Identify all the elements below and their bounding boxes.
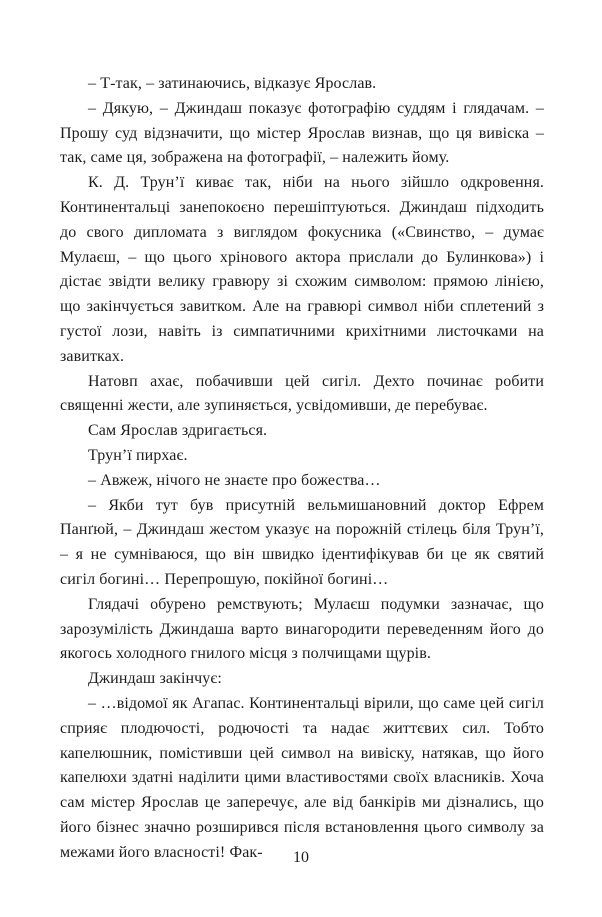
paragraph-8: – Якби тут був присутній вельмишановний доктор Ефрем Панґюй, – Джиндаш жестом указує на порожній стілець біля Трун’ї, – я не сумніваюся, що він швидко ідентифікував би це як святий сигіл богині… Перепрошую, покійної богині… xyxy=(60,496,544,588)
paragraph-4: Натовп ахає, побачивши цей сигіл. Дехто починає робити священні жести, але зупиняється, усвідомивши, де перебуває. xyxy=(60,372,544,415)
paragraph-3: К. Д. Трун’ї киває так, ніби на нього зійшло одкровення. Континентальці занепокоєно перешіптуються. Джиндаш підходить до свого дипломата з виглядом фокусника («Свинство, – думає Мулаєш, – що цього хрінового актора прислали до Булинкова») і дістає звідти велику гравюру зі схожим символом: прямою лінією, що закінчується завитком. Але на гравюрі символ ніби сплетений з густої лози, навіть із симпатичними крихітними листочками на завитках. xyxy=(60,174,544,365)
paragraph-11: – …відомої як Агапас. Континентальці вірили, що саме цей сигіл сприяє плодючості, родючості та надає життєвих сил. Тобто капелюшник, помістивши цей символ на вивіску, натякав, що його капелюхи здатні наділити цими властивостями своїх власників. Хоча сам містер Ярослав це заперечує, але від банкірів ми дізнались, що його бізнес значно розширився після встановлення цього символу за межами його власності! Фак- xyxy=(60,694,544,861)
paragraph-2: – Дякую, – Джиндаш показує фотографію суддям і глядачам. – Прошу суд відзначити, що містер Ярослав визнав, що ця вивіска – так, саме ця, зображена на фотографії, – належить йому. xyxy=(60,99,544,167)
paragraph-7: – Авжеж, нічого не знаєте про божества… xyxy=(88,471,381,489)
paragraph-6: Трун’ї пирхає. xyxy=(88,446,188,464)
paragraph-5: Сам Ярослав здригається. xyxy=(88,422,268,440)
page-number: 10 xyxy=(293,849,309,866)
body-text xyxy=(60,72,544,866)
paragraph-10: Джиндаш закінчує: xyxy=(88,670,222,688)
paragraph-1: – Т-так, – затинаючись, відказує Ярослав. xyxy=(88,75,377,92)
paragraph-9: Глядачі обурено ремствують; Мулаєш подумки зазначає, що зарозумілість Джиндаша варто винагородити переведенням його до якогось холодного гнилого місця з полчищами щурів. xyxy=(60,595,544,663)
